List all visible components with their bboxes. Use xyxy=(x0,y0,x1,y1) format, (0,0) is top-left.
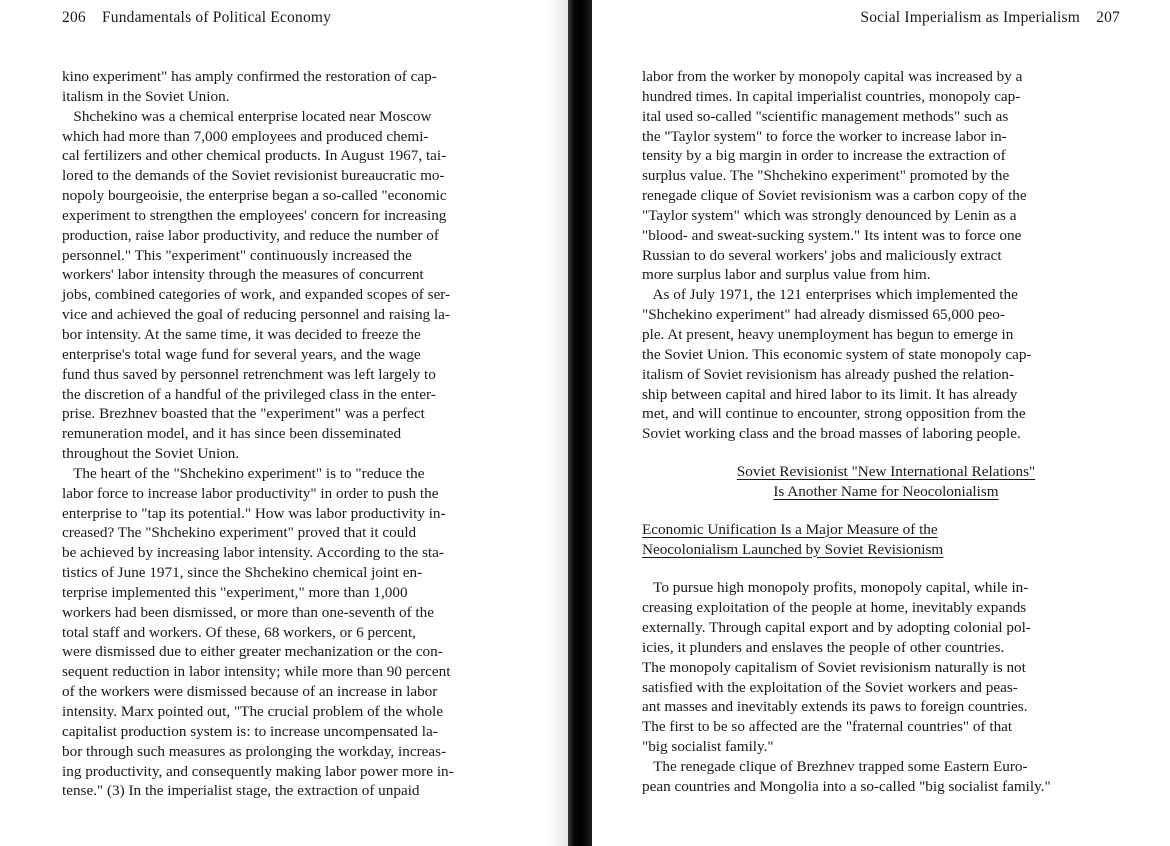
text-line: remuneration model, and it has since been disseminated xyxy=(62,425,402,443)
text-line: sequent reduction in labor intensity; while more than 90 percent xyxy=(62,663,451,681)
text-line: workers' labor intensity through the measures of concurrent xyxy=(62,266,424,284)
text-line: ant masses and inevitably extends its paws to foreign countries. xyxy=(642,698,1028,716)
book-gutter xyxy=(568,0,592,846)
text-line: Shchekino was a chemical enterprise located near Moscow xyxy=(62,107,432,125)
text-line: italism of Soviet revisionism has already pushed the relation- xyxy=(642,365,1015,383)
text-line: of the workers were dismissed because of an increase in labor xyxy=(62,683,438,701)
right-running-header xyxy=(860,9,1120,27)
text-line: tistics of June 1971, since the Shchekino chemical joint en- xyxy=(62,564,423,582)
text-line: the Soviet Union. This economic system of state monopoly cap- xyxy=(642,345,1032,363)
text-line: personnel." This "experiment" continuously increased the xyxy=(62,246,412,264)
text-line: capitalist production system is: to increase uncompensated la- xyxy=(62,722,438,740)
text-line: italism in the Soviet Union. xyxy=(62,87,230,105)
text-line: bor through such measures as prolonging the workday, increas- xyxy=(62,742,447,760)
section-heading-line: Soviet Revisionist "New International Relations" xyxy=(736,463,1036,481)
left-running-head: Fundamentals of Political Economy xyxy=(101,9,332,26)
text-line: icies, it plunders and enslaves the people of other countries. xyxy=(642,638,1005,656)
text-line: Russian to do several workers' jobs and maliciously extract xyxy=(642,246,1002,264)
right-paragraph-block-2 xyxy=(642,578,1130,796)
text-line: experiment to strengthen the employees' concern for increasing xyxy=(62,206,447,224)
text-line: ple. At present, heavy unemployment has begun to emerge in xyxy=(642,325,1014,343)
text-line: creased? The "Shchekino experiment" proved that it could xyxy=(62,524,417,542)
text-line: "Taylor system" which was strongly denounced by Lenin as a xyxy=(642,206,1017,224)
text-line: creasing exploitation of the people at home, inevitably expands xyxy=(642,599,1027,617)
text-line: terprise implemented this "experiment," more than 1,000 xyxy=(62,583,408,601)
text-line: jobs, combined categories of work, and expanded scopes of ser- xyxy=(62,286,451,304)
text-line: The first to be so affected are the "fraternal countries" of that xyxy=(642,718,1013,736)
left-body-text xyxy=(62,67,546,801)
text-line: production, raise labor productivity, and reduce the number of xyxy=(62,226,439,244)
text-line: the discretion of a handful of the privileged class in the enter- xyxy=(62,385,436,403)
text-line: vice and achieved the goal of reducing personnel and raising la- xyxy=(62,306,450,324)
text-line: tensity by a big margin in order to increase the extraction of xyxy=(642,147,1006,165)
text-line: the "Taylor system" to force the worker to increase labor in- xyxy=(642,127,1007,145)
right-running-head: Social Imperialism as Imperialism xyxy=(860,9,1081,26)
text-line: The monopoly capitalism of Soviet revisionism naturally is not xyxy=(642,658,1026,676)
text-line: ital used so-called "scientific management methods" such as xyxy=(642,107,1009,125)
text-line: enterprise's total wage fund for several years, and the wage xyxy=(62,345,421,363)
text-line: "big socialist family." xyxy=(642,738,774,756)
text-line: externally. Through capital export and by adopting colonial pol- xyxy=(642,619,1031,637)
text-line: met, and will continue to encounter, strong opposition from the xyxy=(642,405,1026,423)
text-line: satisfied with the exploitation of the Soviet workers and peas- xyxy=(642,678,1018,696)
text-line: The renegade clique of Brezhnev trapped some Eastern Euro- xyxy=(642,758,1028,775)
text-line: pean countries and Mongolia into a so-called "big socialist family." xyxy=(642,777,1051,795)
left-page-number: 206 xyxy=(62,9,86,26)
text-line: As of July 1971, the 121 enterprises which implemented the xyxy=(642,286,1018,304)
text-line: cal fertilizers and other chemical products. In August 1967, tai- xyxy=(62,147,447,165)
subsection-heading-line: Neocolonialism Launched by Soviet Revisionism xyxy=(642,540,944,558)
text-line: "Shchekino experiment" had already dismissed 65,000 peo- xyxy=(642,306,1005,324)
section-heading-line: Is Another Name for Neocolonialism xyxy=(773,482,999,500)
text-line: ship between capital and hired labor to its limit. It has already xyxy=(642,385,1018,403)
text-line: To pursue high monopoly profits, monopoly capital, while in- xyxy=(642,579,1029,597)
text-line: renegade clique of Soviet revisionism was a carbon copy of the xyxy=(642,187,1027,205)
right-body-text xyxy=(642,67,1130,797)
text-line: surplus value. The "Shchekino experiment" promoted by the xyxy=(642,167,1010,185)
text-line: kino experiment" has amply confirmed the restoration of cap- xyxy=(62,68,437,85)
text-line: throughout the Soviet Union. xyxy=(62,445,240,463)
text-line: labor from the worker by monopoly capital was increased by a xyxy=(642,68,1023,85)
text-line: "blood- and sweat-sucking system." Its intent was to force one xyxy=(642,226,1022,244)
text-line: be achieved by increasing labor intensity. According to the sta- xyxy=(62,544,444,562)
subsection-heading-line: Economic Unification Is a Major Measure of the xyxy=(642,520,938,538)
text-line: intensity. Marx pointed out, "The crucial problem of the whole xyxy=(62,703,444,720)
text-line: hundred times. In capital imperialist countries, monopoly cap- xyxy=(642,87,1021,105)
text-line: Soviet working class and the broad masses of laboring people. xyxy=(642,425,1021,443)
text-line: bor intensity. At the same time, it was decided to freeze the xyxy=(62,325,421,343)
text-line: fund thus saved by personnel retrenchment was left largely to xyxy=(62,365,436,383)
section-heading xyxy=(642,462,1130,502)
text-line: nopoly bourgeoisie, the enterprise began a so-called "economic xyxy=(62,187,447,205)
text-line: which had more than 7,000 employees and produced chemi- xyxy=(62,127,429,145)
left-running-header xyxy=(62,9,331,27)
text-line: ing productivity, and consequently making labor power more in- xyxy=(62,762,454,780)
text-line: more surplus labor and surplus value from him. xyxy=(642,266,931,284)
text-line: lored to the demands of the Soviet revisionist bureaucratic mo- xyxy=(62,167,445,185)
text-line: The heart of the "Shchekino experiment" is to "reduce the xyxy=(62,464,425,482)
right-page xyxy=(592,0,1170,846)
text-line: prise. Brezhnev boasted that the "experiment" was a perfect xyxy=(62,405,425,423)
gutter-shadow xyxy=(548,0,568,846)
right-paragraph-block-1 xyxy=(642,67,1130,444)
text-line: enterprise to "tap its potential." How was labor productivity in- xyxy=(62,504,446,522)
text-line: tense." (3) In the imperialist stage, the extraction of unpaid xyxy=(62,782,420,800)
text-line: total staff and workers. Of these, 68 workers, or 6 percent, xyxy=(62,623,416,641)
text-line: workers had been dismissed, or more than one-seventh of the xyxy=(62,603,434,621)
subsection-heading xyxy=(642,520,1130,560)
text-line: labor force to increase labor productivity" in order to push the xyxy=(62,484,439,502)
left-page xyxy=(0,0,568,846)
text-line: were dismissed due to either greater mechanization or the con- xyxy=(62,643,443,661)
right-page-number: 207 xyxy=(1096,9,1120,26)
